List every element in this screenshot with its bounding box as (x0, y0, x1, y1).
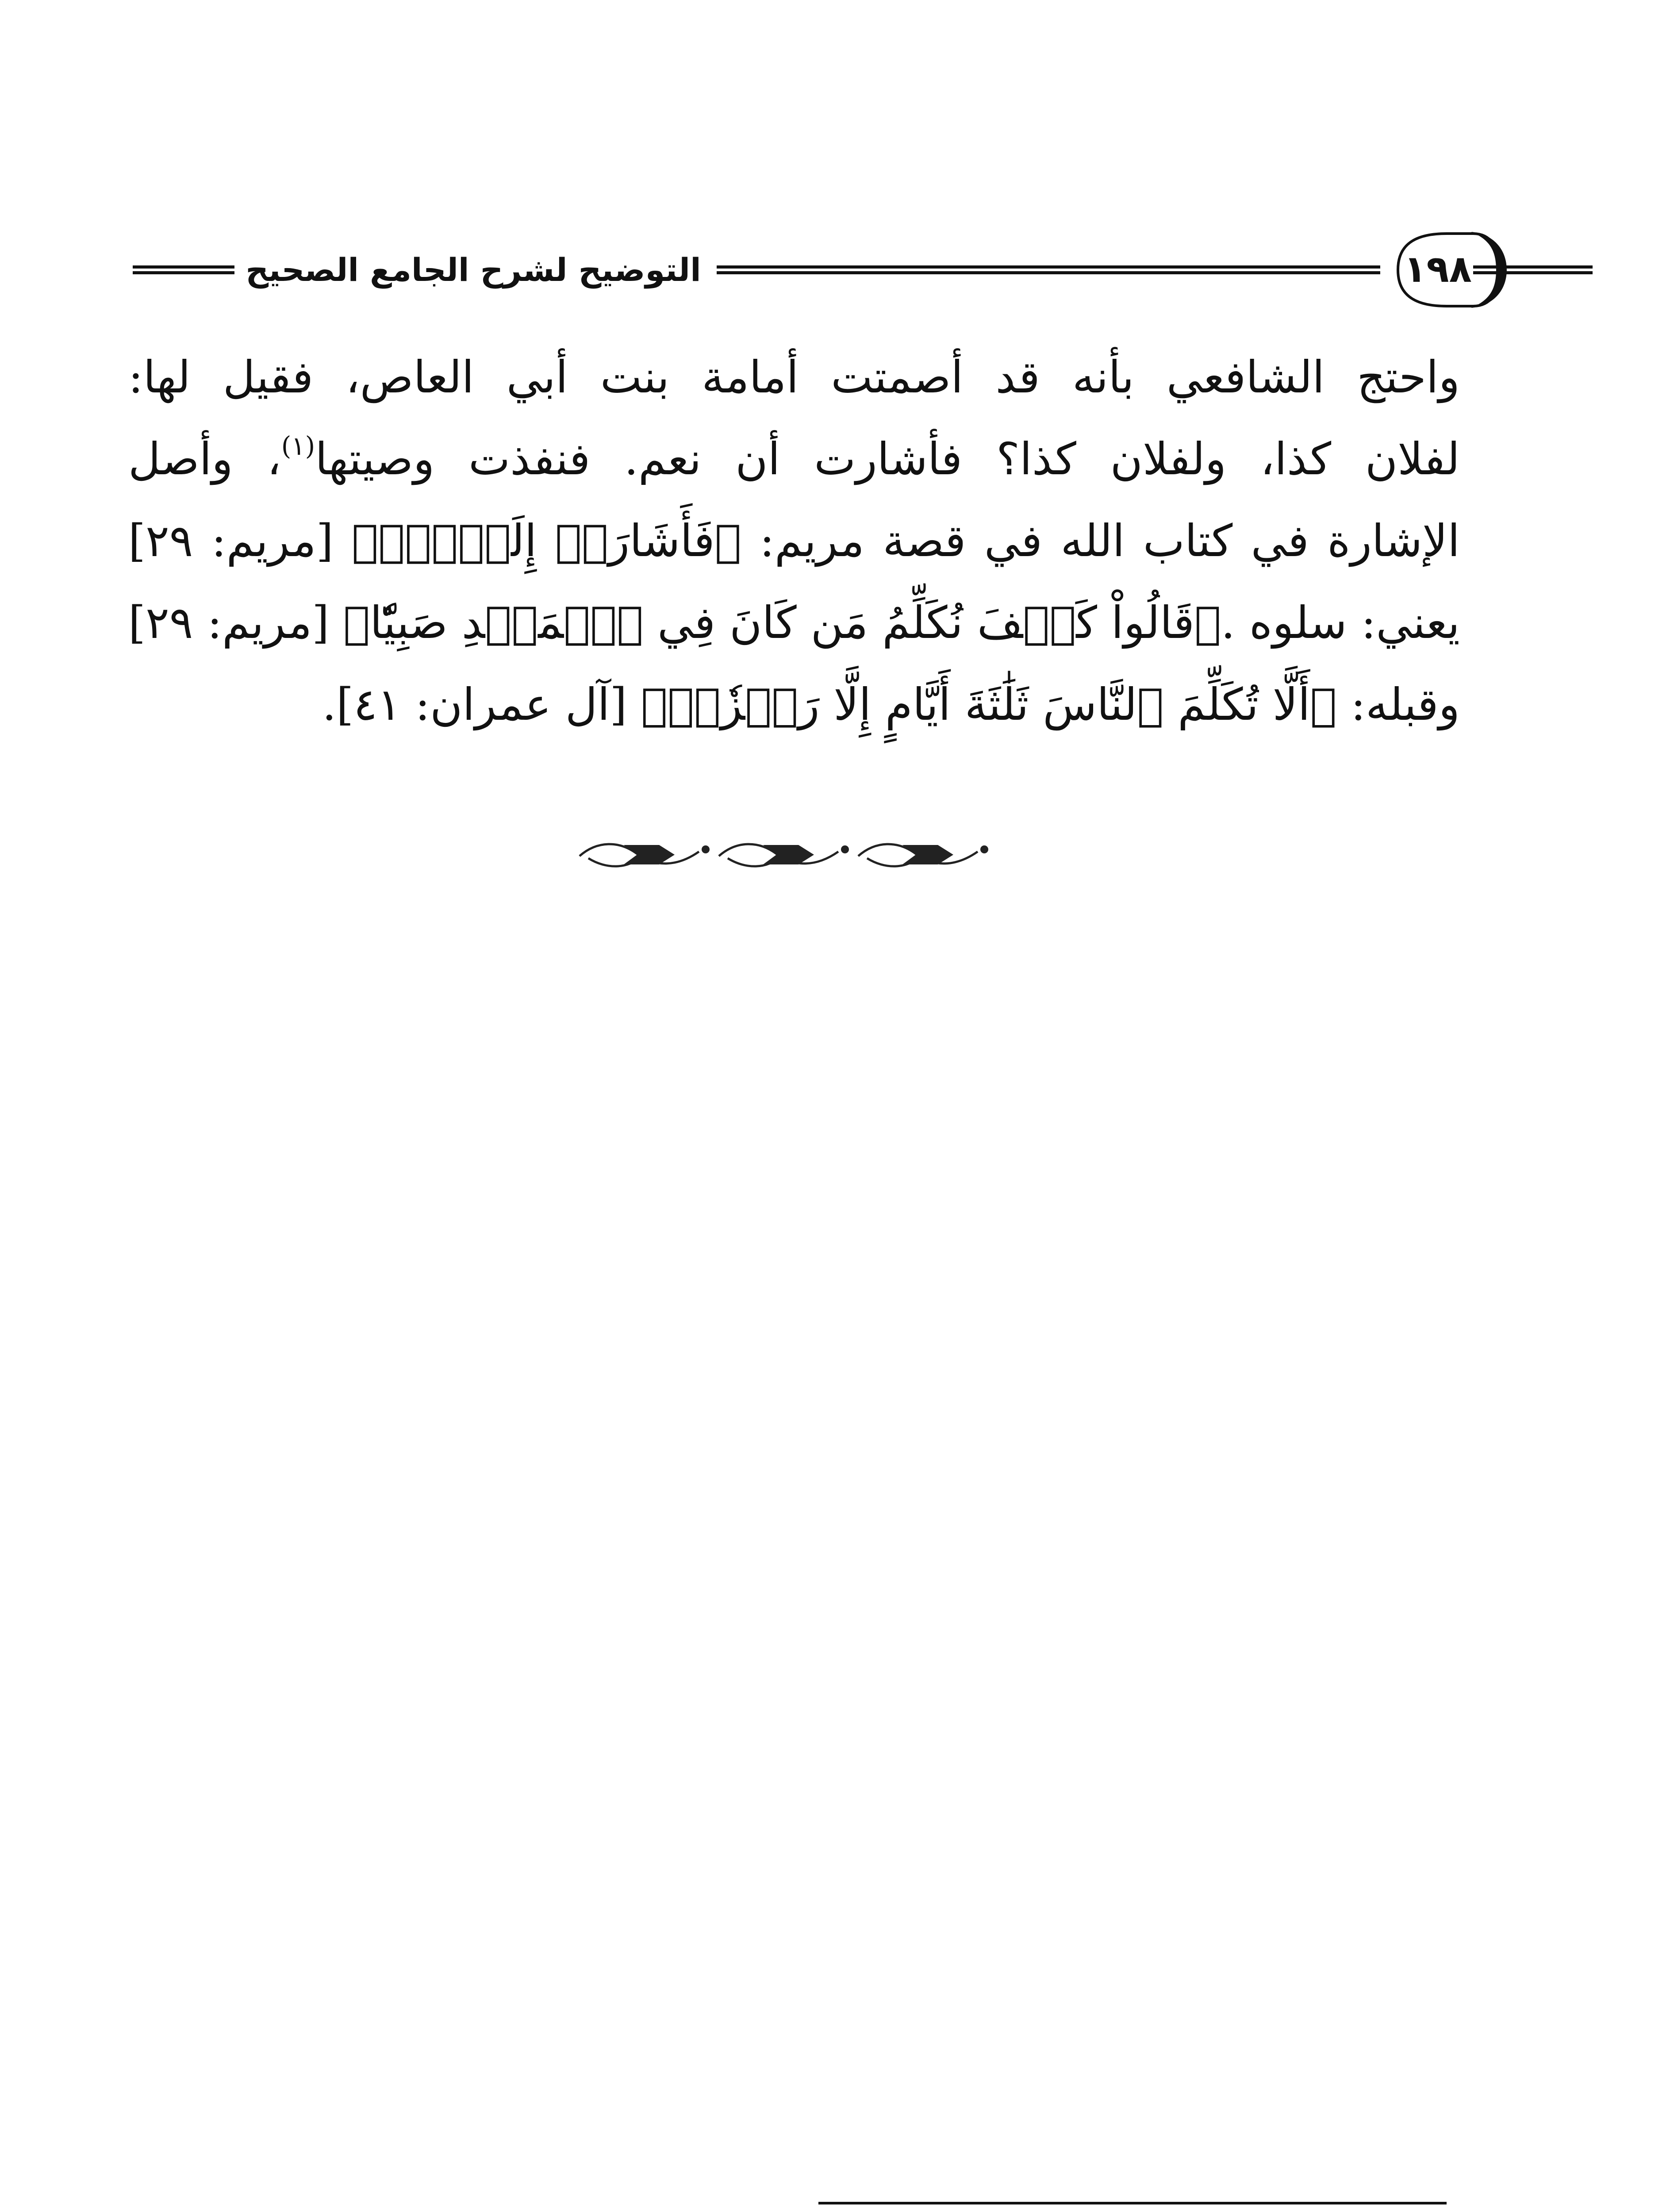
text-line-2-start: لفلان كذا، ولفلان كذا؟ فأشارت أن نعم. فنفذت وصيتها (315, 433, 1460, 485)
page-header (133, 221, 1472, 319)
text-line-2 (128, 418, 1460, 500)
header-rule-right (1473, 265, 1593, 274)
text-line-4: يعني: سلوه .﴿قَالُواْ كَيۡفَ نُكَلِّمُ مَن كَانَ فِي ٱلۡمَهۡدِ صَبِيّٗا﴾ [مريم: ٢٩] (128, 597, 1460, 649)
footnote-separator (818, 2202, 1447, 2204)
page-number: ١٩٨ (1404, 247, 1472, 291)
header-rule-left (133, 265, 234, 274)
footnote-reference[interactable]: (١) (281, 431, 315, 461)
header-rule-middle (717, 265, 1380, 274)
main-text (128, 336, 1460, 745)
text-line-1: واحتج الشافعي بأنه قد أصمتت أمامة بنت أبي العاص، فقيل لها: (128, 351, 1460, 403)
running-title: التوضيح لشرح الجامع الصحيح (246, 251, 701, 288)
section-ornament (571, 832, 995, 876)
text-line-5: وقبله: ﴿أَلَّا تُكَلِّمَ ٱلنَّاسَ ثَلَٰثَةَ أَيَّامٍ إِلَّا رَمۡزٗاۗ﴾ [آل عمران: ٤١]. (322, 679, 1460, 730)
text-line-3: الإشارة في كتاب الله في قصة مريم: ﴿فَأَشَارَتۡ إِلَيۡهِۖ﴾ [مريم: ٢٩] (128, 515, 1460, 567)
ornament-icon (571, 832, 995, 876)
text-line-2-end: ، وأصل (128, 433, 281, 485)
